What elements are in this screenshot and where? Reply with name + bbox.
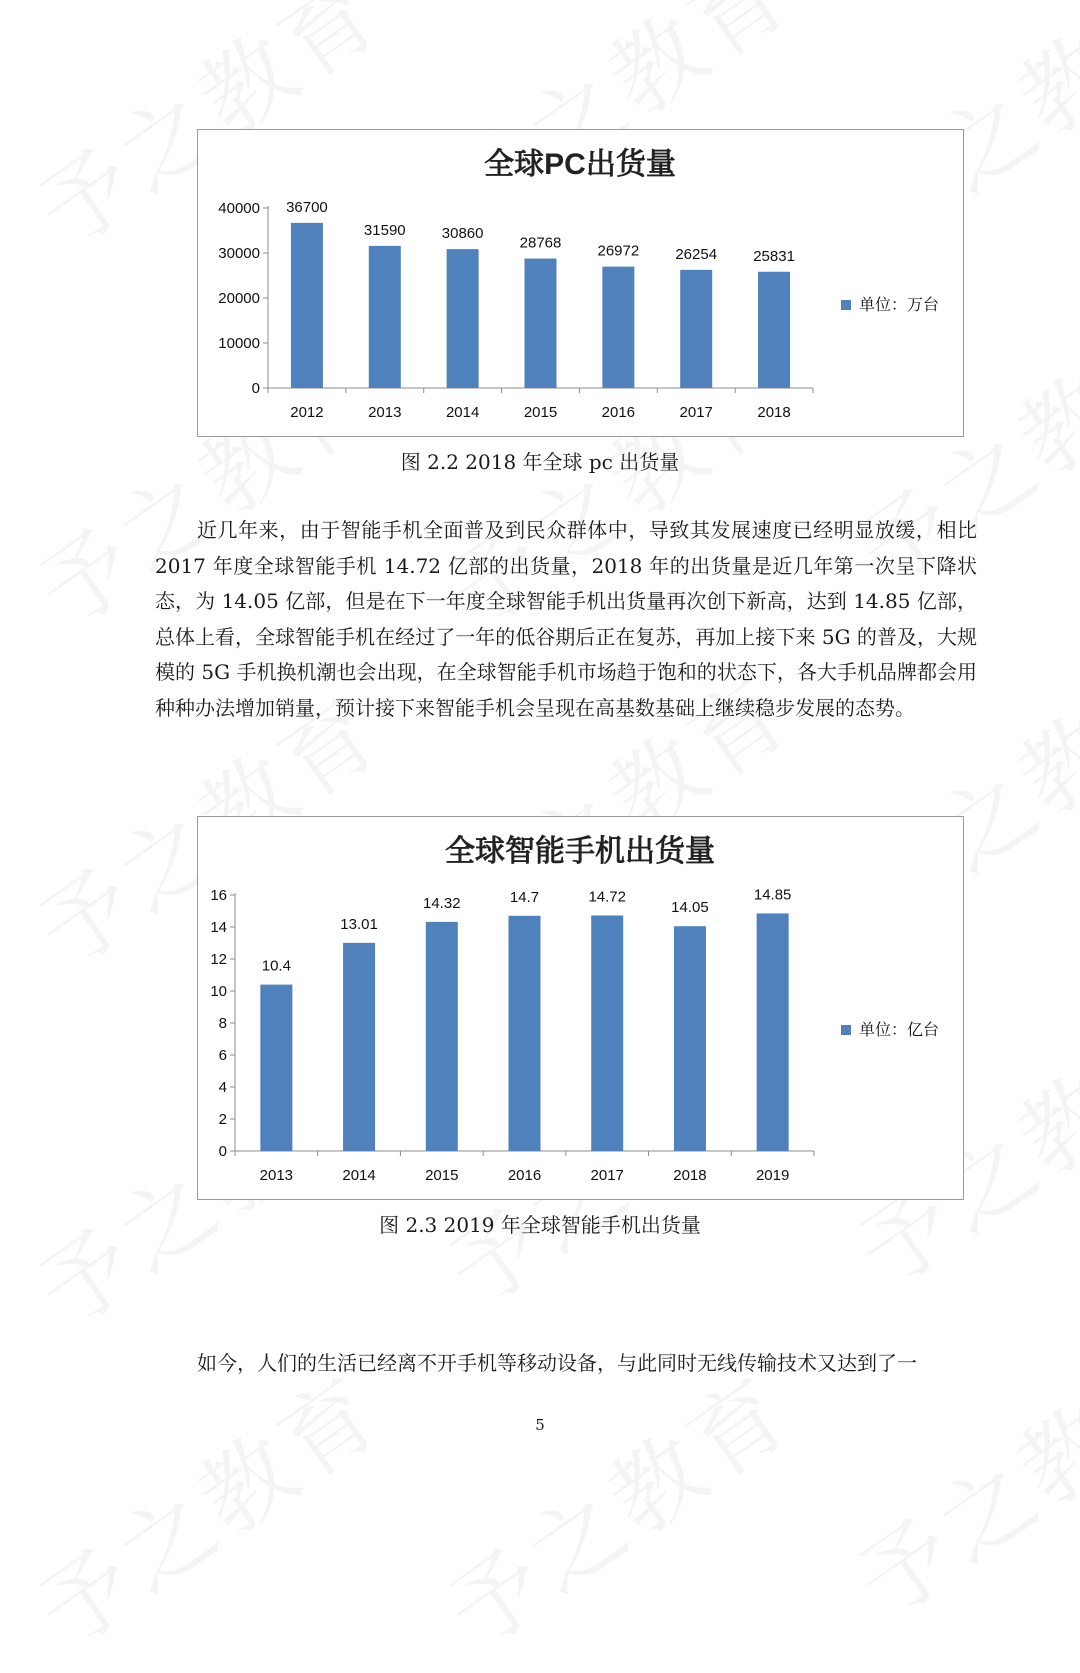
y-tick-label: 4	[218, 1079, 227, 1096]
legend-label: 单位：万台	[859, 295, 940, 314]
data-label: 13.01	[340, 915, 378, 933]
data-label: 26254	[675, 245, 718, 263]
y-tick-label: 2	[218, 1111, 227, 1128]
figure-caption-smartphone: 图 2.3 2019 年全球智能手机出货量	[379, 1213, 701, 1237]
data-label: 14.72	[588, 888, 626, 906]
bar	[291, 223, 323, 388]
x-tick-label: 2019	[755, 1167, 790, 1184]
bar	[602, 267, 634, 388]
data-label: 25831	[753, 247, 795, 265]
bar	[591, 915, 623, 1151]
data-label: 14.05	[671, 899, 709, 917]
y-tick-label: 8	[218, 1015, 227, 1032]
data-label: 26972	[597, 242, 640, 260]
x-tick-label: 2018	[757, 404, 791, 421]
smartphone-shipment-chart	[197, 816, 964, 1200]
chart-title: 全球PC出货量	[484, 148, 676, 181]
watermark	[418, 1340, 815, 1673]
y-tick-label: 20000	[218, 290, 260, 307]
bar	[447, 249, 479, 388]
x-tick-label: 2013	[259, 1167, 294, 1184]
data-label: 14.32	[423, 894, 461, 912]
x-tick-label: 2014	[445, 404, 480, 421]
data-label: 36700	[286, 198, 328, 216]
page-number: 5	[535, 1416, 545, 1434]
smartphone-shipment-chart-svg	[198, 817, 962, 1198]
pc-shipment-chart	[197, 129, 964, 437]
body-paragraph-2: 如今，人们的生活已经离不开手机等移动设备，与此同时无线传输技术又达到了一	[197, 1351, 917, 1375]
legend-label: 单位：亿台	[859, 1020, 940, 1039]
bar	[674, 926, 706, 1151]
bar	[426, 922, 458, 1151]
x-tick-label: 2018	[673, 1167, 707, 1184]
legend-swatch	[841, 1025, 851, 1035]
bar	[343, 943, 375, 1151]
x-tick-label: 2017	[590, 1167, 624, 1184]
legend-swatch	[841, 300, 851, 310]
data-label: 14.85	[753, 886, 792, 904]
x-tick-label: 2017	[679, 404, 713, 421]
bar	[680, 270, 712, 388]
y-tick-label: 16	[210, 887, 227, 904]
x-tick-label: 2012	[290, 404, 324, 421]
y-tick-label: 14	[210, 919, 227, 936]
bar	[525, 259, 557, 388]
x-tick-label: 2015	[425, 1167, 459, 1184]
y-tick-label: 0	[251, 380, 260, 397]
x-tick-label: 2016	[507, 1167, 542, 1184]
x-tick-label: 2013	[368, 404, 402, 421]
body-paragraph: 近几年来，由于智能手机全面普及到民众群体中，导致其发展速度已经明显放缓，相比 2017 年度全球智能手机 14.72 亿部的出货量，2018 年的出货量是近几年第一次呈下降状态，为 14.05 亿部，但是在下一年度全球智能手机出货量再次创下新高，达到 14.85 亿部，总体上看，全球智能手机在经过了一年的低谷期后正在复苏，再加上接下来 5G 的普及，大规模的 5G 手机换机潮也会出现，在全球智能手机市场趋于饱和的状态下，各大手机品牌都会用种种办法增加销量，预计接下来智能手机会呈现在高基数基础上继续稳步发展的态势。	[155, 518, 977, 720]
x-tick-label: 2015	[523, 404, 558, 421]
bar	[757, 913, 789, 1151]
data-label: 28768	[519, 234, 562, 252]
data-label: 10.4	[261, 957, 291, 975]
pc-shipment-chart-svg	[198, 130, 962, 435]
y-tick-label: 30000	[218, 245, 260, 262]
y-tick-label: 10	[210, 983, 227, 1000]
bar	[758, 272, 790, 388]
y-tick-label: 6	[218, 1047, 227, 1064]
bar	[260, 985, 292, 1151]
bar	[509, 916, 541, 1151]
data-label: 31590	[363, 221, 406, 239]
y-tick-label: 40000	[218, 200, 260, 217]
x-tick-label: 2014	[342, 1167, 376, 1184]
x-tick-label: 2016	[601, 404, 636, 421]
y-tick-label: 0	[218, 1143, 227, 1160]
bar	[369, 246, 401, 388]
watermark	[8, 1340, 405, 1673]
figure-caption-pc: 图 2.2 2018 年全球 pc 出货量	[400, 450, 680, 474]
y-tick-label: 12	[210, 951, 227, 968]
data-label: 30860	[441, 225, 484, 243]
chart-title: 全球智能手机出货量	[445, 835, 715, 868]
data-label: 14.7	[509, 888, 540, 906]
y-tick-label: 10000	[218, 335, 260, 352]
